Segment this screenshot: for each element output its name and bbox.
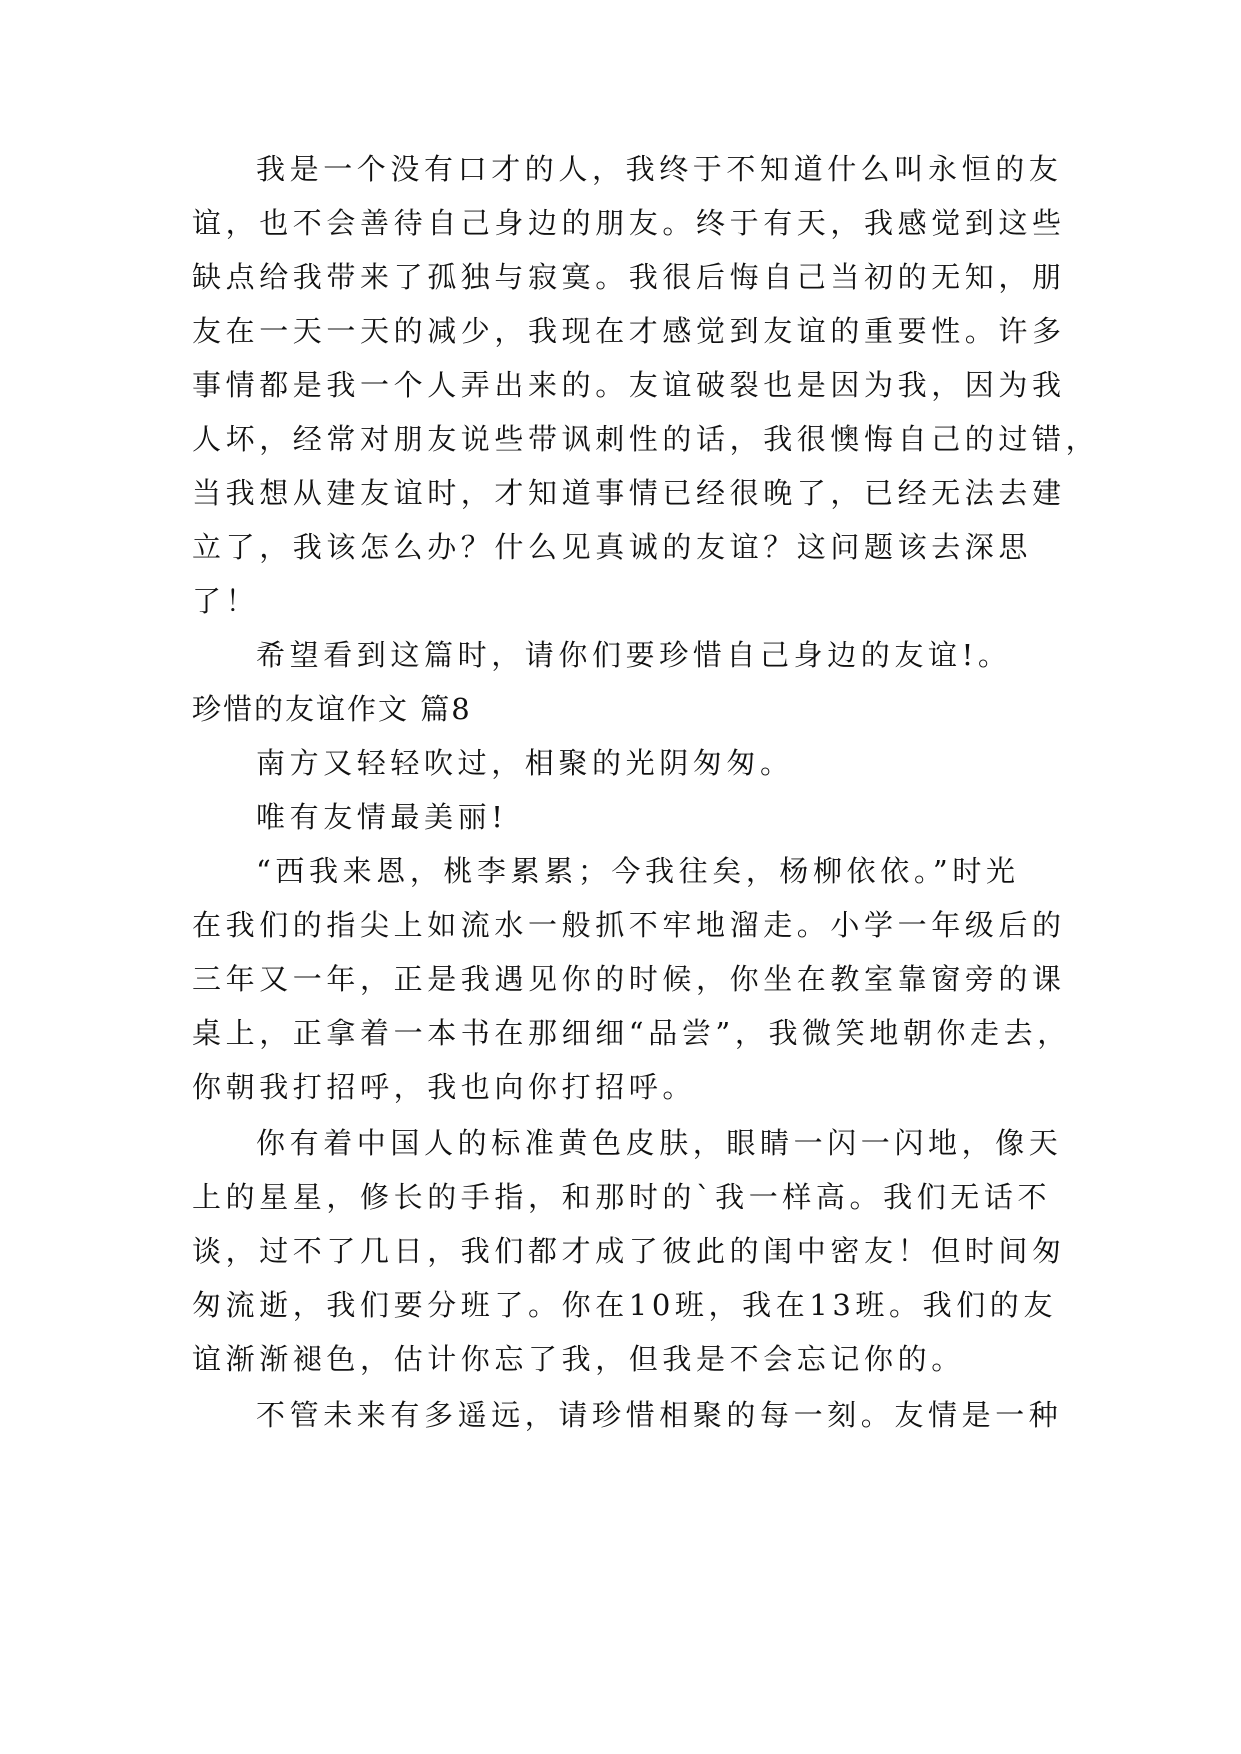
paragraph-line: 立了，我该怎么办？什么见真诚的友谊？这问题该去深思 xyxy=(192,530,1033,564)
paragraph-line: 我是一个没有口才的人，我终于不知道什么叫永恒的友 xyxy=(256,152,1063,186)
paragraph-line: 不管未来有多遥远，请珍惜相聚的每一刻。友情是一种 xyxy=(256,1398,1063,1432)
paragraph-line: 上的星星，修长的手指，和那时的`我一样高。我们无话不 xyxy=(192,1180,1052,1214)
paragraph-line: 希望看到这篇时，请你们要珍惜自己身边的友谊!。 xyxy=(256,638,1012,672)
paragraph-line: 你有着中国人的标准黄色皮肤，眼睛一闪一闪地，像天 xyxy=(256,1126,1063,1160)
paragraph-line: 你朝我打招呼，我也向你打招呼。 xyxy=(192,1070,697,1104)
paragraph-line: 了！ xyxy=(192,584,260,618)
paragraph-line: 友在一天一天的减少，我现在才感觉到友谊的重要性。许多 xyxy=(192,314,1066,348)
paragraph-line: 桌上，正拿着一本书在那细细“品尝”，我微笑地朝你走去， xyxy=(192,1016,1071,1050)
paragraph-line: 南方又轻轻吹过，相聚的光阴匆匆。 xyxy=(256,746,794,780)
paragraph-line: 在我们的指尖上如流水一般抓不牢地溜走。小学一年级后的 xyxy=(192,908,1066,942)
paragraph-line: 谊，也不会善待自己身边的朋友。终于有天，我感觉到这些 xyxy=(192,206,1066,240)
paragraph-line: 三年又一年，正是我遇见你的时候，你坐在教室靠窗旁的课 xyxy=(192,962,1066,996)
paragraph-line: 谈，过不了几日，我们都才成了彼此的闺中密友！但时间匆 xyxy=(192,1234,1066,1268)
paragraph-line: 缺点给我带来了孤独与寂寞。我很后悔自己当初的无知，朋 xyxy=(192,260,1066,294)
paragraph-line: 人坏，经常对朋友说些带讽刺性的话，我很懊悔自己的过错， xyxy=(192,422,1100,456)
paragraph-line: “西我来恩，桃李累累；今我往矣，杨柳依依。”时光 xyxy=(256,854,1020,888)
paragraph-line: 谊渐渐褪色，估计你忘了我，但我是不会忘记你的。 xyxy=(192,1342,965,1376)
paragraph-line: 当我想从建友谊时，才知道事情已经很晚了，已经无法去建 xyxy=(192,476,1066,510)
section-heading: 珍惜的友谊作文 篇8 xyxy=(192,692,472,726)
paragraph-line: 事情都是我一个人弄出来的。友谊破裂也是因为我，因为我 xyxy=(192,368,1066,402)
paragraph-line: 唯有友情最美丽! xyxy=(256,800,508,834)
paragraph-line: 匆流逝，我们要分班了。你在10班，我在13班。我们的友 xyxy=(192,1288,1058,1322)
